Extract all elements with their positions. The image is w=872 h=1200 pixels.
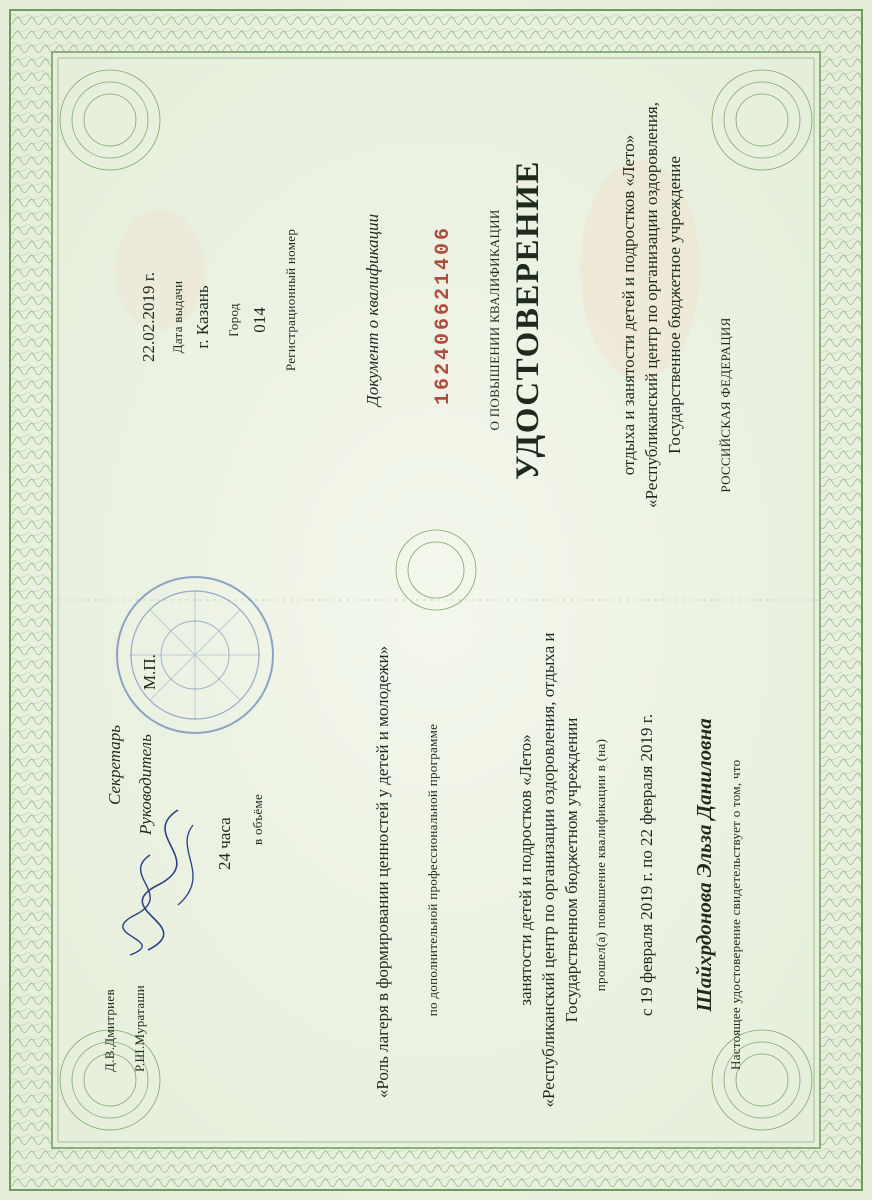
round-stamp (110, 570, 280, 740)
secretary-signature-label: Секретарь (105, 725, 124, 805)
holder-name: Шайхрдонова Эльза Даниловна (692, 718, 716, 1012)
issue-date-value: 22.02.2019 г. (139, 271, 158, 363)
document-subtitle: О ПОВЫШЕНИИ КВАЛИФИКАЦИИ (487, 209, 502, 431)
country-label: РОССИЙСКАЯ ФЕДЕРАЦИЯ (718, 317, 733, 493)
registration-label: Регистрационный номер (283, 228, 298, 372)
seal-place-label: М.П. (140, 654, 159, 690)
document-type: Документ о квалификации (363, 213, 382, 407)
head-name: Р.Ш.Мураташи (132, 984, 147, 1072)
issuer-name-line1: Государственное бюджетное учреждение (665, 156, 684, 454)
program-title: «Роль лагеря в формировании ценностей у детей и молодежи» (373, 645, 392, 1099)
secretary-name: Д.В.Дмитриев (102, 989, 117, 1072)
registration-number: 014 (250, 307, 269, 333)
document-title: УДОСТОВЕРЕНИЕ (510, 160, 546, 480)
institution-line3: занятости детей и подростков «Лето» (516, 734, 535, 1006)
city-label: Город (226, 303, 241, 337)
serial-number: 162406621406 (432, 224, 455, 406)
training-passed-label: прошел(а) повышение квалификации в (на) (593, 738, 608, 992)
volume-label: в объёме (250, 793, 265, 845)
head-signature-label: Руководитель (136, 734, 155, 835)
secretary-signature (110, 850, 190, 960)
program-label: по дополнительной профессиональной программе (425, 723, 440, 1017)
training-period: с 19 февраля 2019 г. по 22 февраля 2019 г. (637, 713, 656, 1017)
institution-line2: «Республиканский центр по организации оздоровления, отдыха и (539, 632, 558, 1108)
institution-line1: Государственном бюджетном учреждении (562, 717, 581, 1023)
city-value: г. Казань (193, 285, 212, 349)
issuer-name-line2: «Республиканский центр по организации оздоровления, (642, 102, 661, 508)
certificate-intro: Настоящее удостоверение свидетельствует о том, что (728, 759, 743, 1070)
volume-value: 24 часа (215, 817, 234, 870)
issue-date-label: Дата выдачи (170, 280, 185, 354)
issuer-name-line3: отдыха и занятости детей и подростков «Лето» (619, 134, 638, 476)
